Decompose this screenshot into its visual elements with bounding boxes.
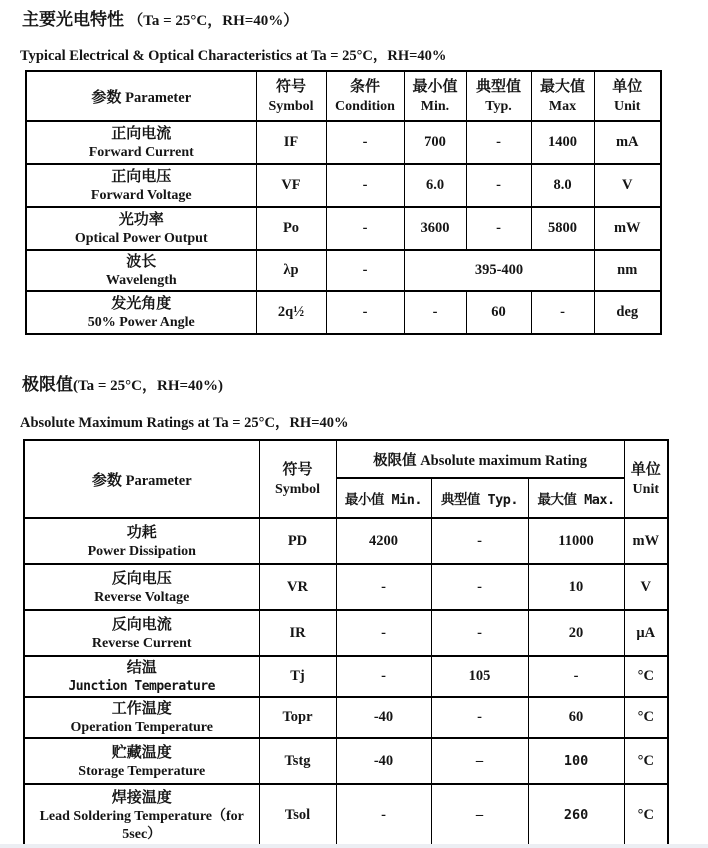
min-cell: - bbox=[336, 656, 431, 697]
table1-header-max: 最大值 Max bbox=[531, 71, 594, 121]
table1-header-unit: 单位 Unit bbox=[594, 71, 661, 121]
header-parameter-zh: 参数 bbox=[91, 88, 122, 106]
max-cell: 100 bbox=[528, 738, 624, 784]
min-cell: 4200 bbox=[336, 518, 431, 564]
param-cell: 功耗 Power Dissipation bbox=[24, 518, 259, 564]
min-cell: - bbox=[336, 784, 431, 846]
unit-cell: V bbox=[594, 164, 661, 207]
electrical-optical-characteristics-table bbox=[25, 70, 662, 335]
table-row bbox=[26, 250, 661, 291]
param-cell: 光功率 Optical Power Output bbox=[26, 207, 256, 250]
typ-cell: – bbox=[431, 738, 528, 784]
param-cell: 发光角度 50% Power Angle bbox=[26, 291, 256, 334]
symbol-cell: 2q½ bbox=[256, 291, 326, 334]
section2-subtitle: Absolute Maximum Ratings at Ta = 25°C，RH=40% bbox=[20, 415, 349, 431]
table1-header-condition: 条件 Condition bbox=[326, 71, 404, 121]
condition-cell: - bbox=[326, 164, 404, 207]
section1-heading-note: （Ta = 25°C，RH=40%） bbox=[128, 13, 299, 29]
typ-cell: 60 bbox=[466, 291, 531, 334]
symbol-cell: Topr bbox=[259, 697, 336, 738]
typ-cell: 105 bbox=[431, 656, 528, 697]
param-cell: 反向电压 Reverse Voltage bbox=[24, 564, 259, 610]
typ-cell: – bbox=[431, 784, 528, 846]
min-cell: - bbox=[336, 610, 431, 656]
table2-header-symbol: 符号 Symbol bbox=[259, 440, 336, 518]
max-cell: - bbox=[531, 291, 594, 334]
min-cell: 3600 bbox=[404, 207, 466, 250]
max-cell: - bbox=[528, 656, 624, 697]
table-row bbox=[24, 656, 668, 697]
unit-cell: nm bbox=[594, 250, 661, 291]
unit-cell: mW bbox=[624, 518, 668, 564]
max-cell: 11000 bbox=[528, 518, 624, 564]
table-row bbox=[26, 207, 661, 250]
table-row bbox=[26, 164, 661, 207]
symbol-cell: λp bbox=[256, 250, 326, 291]
max-cell: 1400 bbox=[531, 121, 594, 164]
min-cell: -40 bbox=[336, 697, 431, 738]
merged-range-cell: 395-400 bbox=[404, 250, 594, 291]
table2-header-absolute-max: 极限值 Absolute maximum Rating bbox=[336, 440, 624, 478]
table-row bbox=[24, 697, 668, 738]
table2-header-parameter: 参数 Parameter bbox=[24, 440, 259, 518]
unit-cell: °C bbox=[624, 697, 668, 738]
param-cell: 反向电流 Reverse Current bbox=[24, 610, 259, 656]
symbol-cell: VF bbox=[256, 164, 326, 207]
param-cell: 工作温度 Operation Temperature bbox=[24, 697, 259, 738]
param-cell: 正向电压 Forward Voltage bbox=[26, 164, 256, 207]
table2-subheader-min: 最小值 Min. bbox=[336, 478, 431, 518]
absolute-maximum-ratings-table bbox=[23, 439, 669, 847]
table1-header-row bbox=[26, 71, 661, 121]
table-row bbox=[24, 738, 668, 784]
unit-cell: deg bbox=[594, 291, 661, 334]
section1-heading bbox=[22, 10, 708, 31]
max-cell: 5800 bbox=[531, 207, 594, 250]
symbol-cell: Tstg bbox=[259, 738, 336, 784]
min-cell: - bbox=[336, 564, 431, 610]
symbol-cell: Po bbox=[256, 207, 326, 250]
symbol-cell: Tsol bbox=[259, 784, 336, 846]
symbol-cell: PD bbox=[259, 518, 336, 564]
table1-header-typ: 典型值 Typ. bbox=[466, 71, 531, 121]
unit-cell: °C bbox=[624, 784, 668, 846]
min-cell: 700 bbox=[404, 121, 466, 164]
param-cell: 正向电流 Forward Current bbox=[26, 121, 256, 164]
table2-subheader-max: 最大值 Max. bbox=[528, 478, 624, 518]
table1-header-min: 最小值 Min. bbox=[404, 71, 466, 121]
unit-cell: mA bbox=[594, 121, 661, 164]
condition-cell: - bbox=[326, 121, 404, 164]
page-bottom-edge bbox=[0, 844, 708, 848]
table-row bbox=[24, 564, 668, 610]
table-row bbox=[24, 610, 668, 656]
max-cell: 10 bbox=[528, 564, 624, 610]
param-cell: 贮藏温度 Storage Temperature bbox=[24, 738, 259, 784]
typ-cell: - bbox=[466, 164, 531, 207]
section2-heading-zh: 极限值 bbox=[22, 375, 73, 394]
max-cell: 8.0 bbox=[531, 164, 594, 207]
section2-heading bbox=[22, 375, 708, 396]
section2-heading-note: (Ta = 25°C，RH=40%) bbox=[73, 378, 224, 394]
typ-cell: - bbox=[431, 610, 528, 656]
table2-subheader-typ: 典型值 Typ. bbox=[431, 478, 528, 518]
table-row bbox=[24, 518, 668, 564]
max-cell: 60 bbox=[528, 697, 624, 738]
unit-cell: V bbox=[624, 564, 668, 610]
condition-cell: - bbox=[326, 207, 404, 250]
section1-subtitle: Typical Electrical & Optical Characteristics at Ta = 25°C，RH=40% bbox=[20, 48, 447, 64]
header-parameter-en: Parameter bbox=[125, 89, 192, 106]
typ-cell: - bbox=[466, 121, 531, 164]
condition-cell: - bbox=[326, 250, 404, 291]
symbol-cell: Tj bbox=[259, 656, 336, 697]
section1-heading-zh: 主要光电特性 bbox=[22, 10, 124, 29]
unit-cell: mW bbox=[594, 207, 661, 250]
symbol-cell: IR bbox=[259, 610, 336, 656]
param-cell: 结温 Junction Temperature bbox=[24, 656, 259, 697]
table-row bbox=[26, 121, 661, 164]
unit-cell: μA bbox=[624, 610, 668, 656]
table1-header-symbol: 符号 Symbol bbox=[256, 71, 326, 121]
table1-header-parameter bbox=[26, 71, 256, 121]
table2-header-unit: 单位 Unit bbox=[624, 440, 668, 518]
typ-cell: - bbox=[431, 697, 528, 738]
param-cell: 波长 Wavelength bbox=[26, 250, 256, 291]
symbol-cell: VR bbox=[259, 564, 336, 610]
param-cell: 焊接温度 Lead Soldering Temperature（for 5sec） bbox=[24, 784, 259, 846]
table-row bbox=[26, 291, 661, 334]
typ-cell: - bbox=[431, 564, 528, 610]
unit-cell: °C bbox=[624, 656, 668, 697]
max-cell: 20 bbox=[528, 610, 624, 656]
condition-cell: - bbox=[326, 291, 404, 334]
table2-header-row-top bbox=[24, 440, 668, 478]
unit-cell: °C bbox=[624, 738, 668, 784]
min-cell: 6.0 bbox=[404, 164, 466, 207]
typ-cell: - bbox=[431, 518, 528, 564]
min-cell: -40 bbox=[336, 738, 431, 784]
typ-cell: - bbox=[466, 207, 531, 250]
min-cell: - bbox=[404, 291, 466, 334]
symbol-cell: IF bbox=[256, 121, 326, 164]
table-row bbox=[24, 784, 668, 846]
max-cell: 260 bbox=[528, 784, 624, 846]
